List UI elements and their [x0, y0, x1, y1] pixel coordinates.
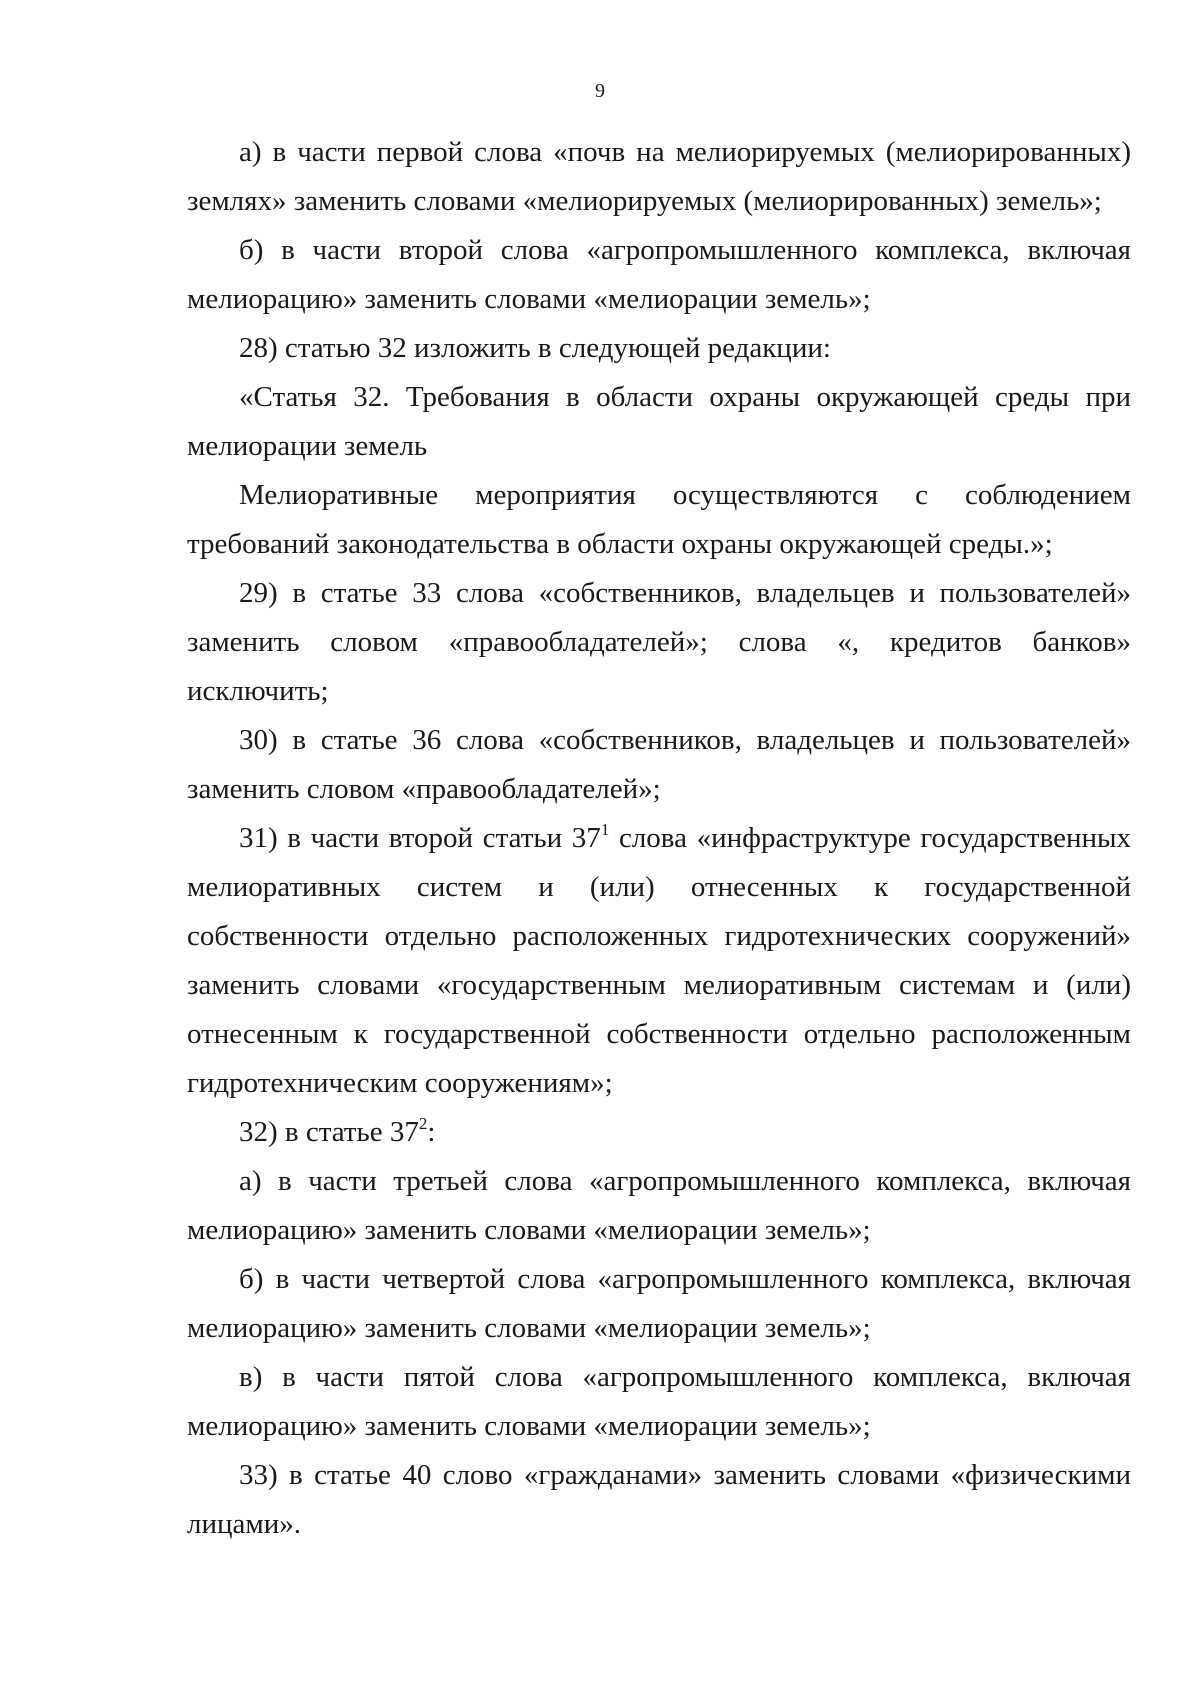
amendment-paragraph: в) в части пятой слова «агропромышленного комплекса, включая мелиорацию» заменить словами «мелиорации земель»; — [187, 1361, 1131, 1442]
amendment-paragraph: б) в части четвертой слова «агропромышленного комплекса, включая мелиорацию» заменить словами «мелиорации земель»; — [187, 1263, 1131, 1344]
amendment-paragraph — [187, 1108, 1131, 1157]
amendment-paragraph: б) в части второй слова «агропромышленного комплекса, включая мелиорацию» заменить словами «мелиорации земель»; — [187, 234, 1131, 315]
paragraph-text: 31) в части второй статьи 37 — [239, 822, 601, 854]
amendment-paragraph: а) в части первой слова «почв на мелиорируемых (мелиорированных) землях» заменить словами «мелиорируемых (мелиорированных) земель»; — [187, 136, 1131, 217]
article-heading: «Статья 32. Требования в области охраны окружающей среды при мелиорации земель — [187, 381, 1131, 462]
paragraph-text: 32) в статье 37 — [239, 1116, 419, 1148]
amendment-paragraph: 30) в статье 36 слова «собственников, владельцев и пользователей» заменить словом «правообладателей»; — [187, 724, 1131, 805]
amendment-paragraph: 33) в статье 40 слово «гражданами» заменить словами «физическими лицами». — [187, 1459, 1131, 1540]
amendment-paragraph: 29) в статье 33 слова «собственников, владельцев и пользователей» заменить словом «правообладателей»; слова «, кредитов банков» исключить; — [187, 577, 1131, 707]
amendment-paragraph: а) в части третьей слова «агропромышленного комплекса, включая мелиорацию» заменить словами «мелиорации земель»; — [187, 1165, 1131, 1246]
page-number: 9 — [595, 80, 605, 102]
superscript: 1 — [600, 820, 610, 839]
paragraph-text: : — [427, 1116, 436, 1148]
amendment-paragraph — [187, 814, 1131, 1108]
document-body — [187, 128, 1131, 1549]
article-text: Мелиоративные мероприятия осуществляются с соблюдением требований законодательства в области охраны окружающей среды.»; — [187, 479, 1131, 560]
superscript: 2 — [418, 1114, 428, 1133]
paragraph-text: слова «инфраструктуре государственных мелиоративных систем и (или) отнесенных к государственной собственности отдельно расположенных гидротехнических сооружений» заменить словами «государственным мелиоративным системам и (или) отнесенным к государственной собственности отдельно расположенным гидротехническим сооружениям»; — [187, 822, 1131, 1099]
amendment-paragraph: 28) статью 32 изложить в следующей редакции: — [239, 332, 831, 364]
